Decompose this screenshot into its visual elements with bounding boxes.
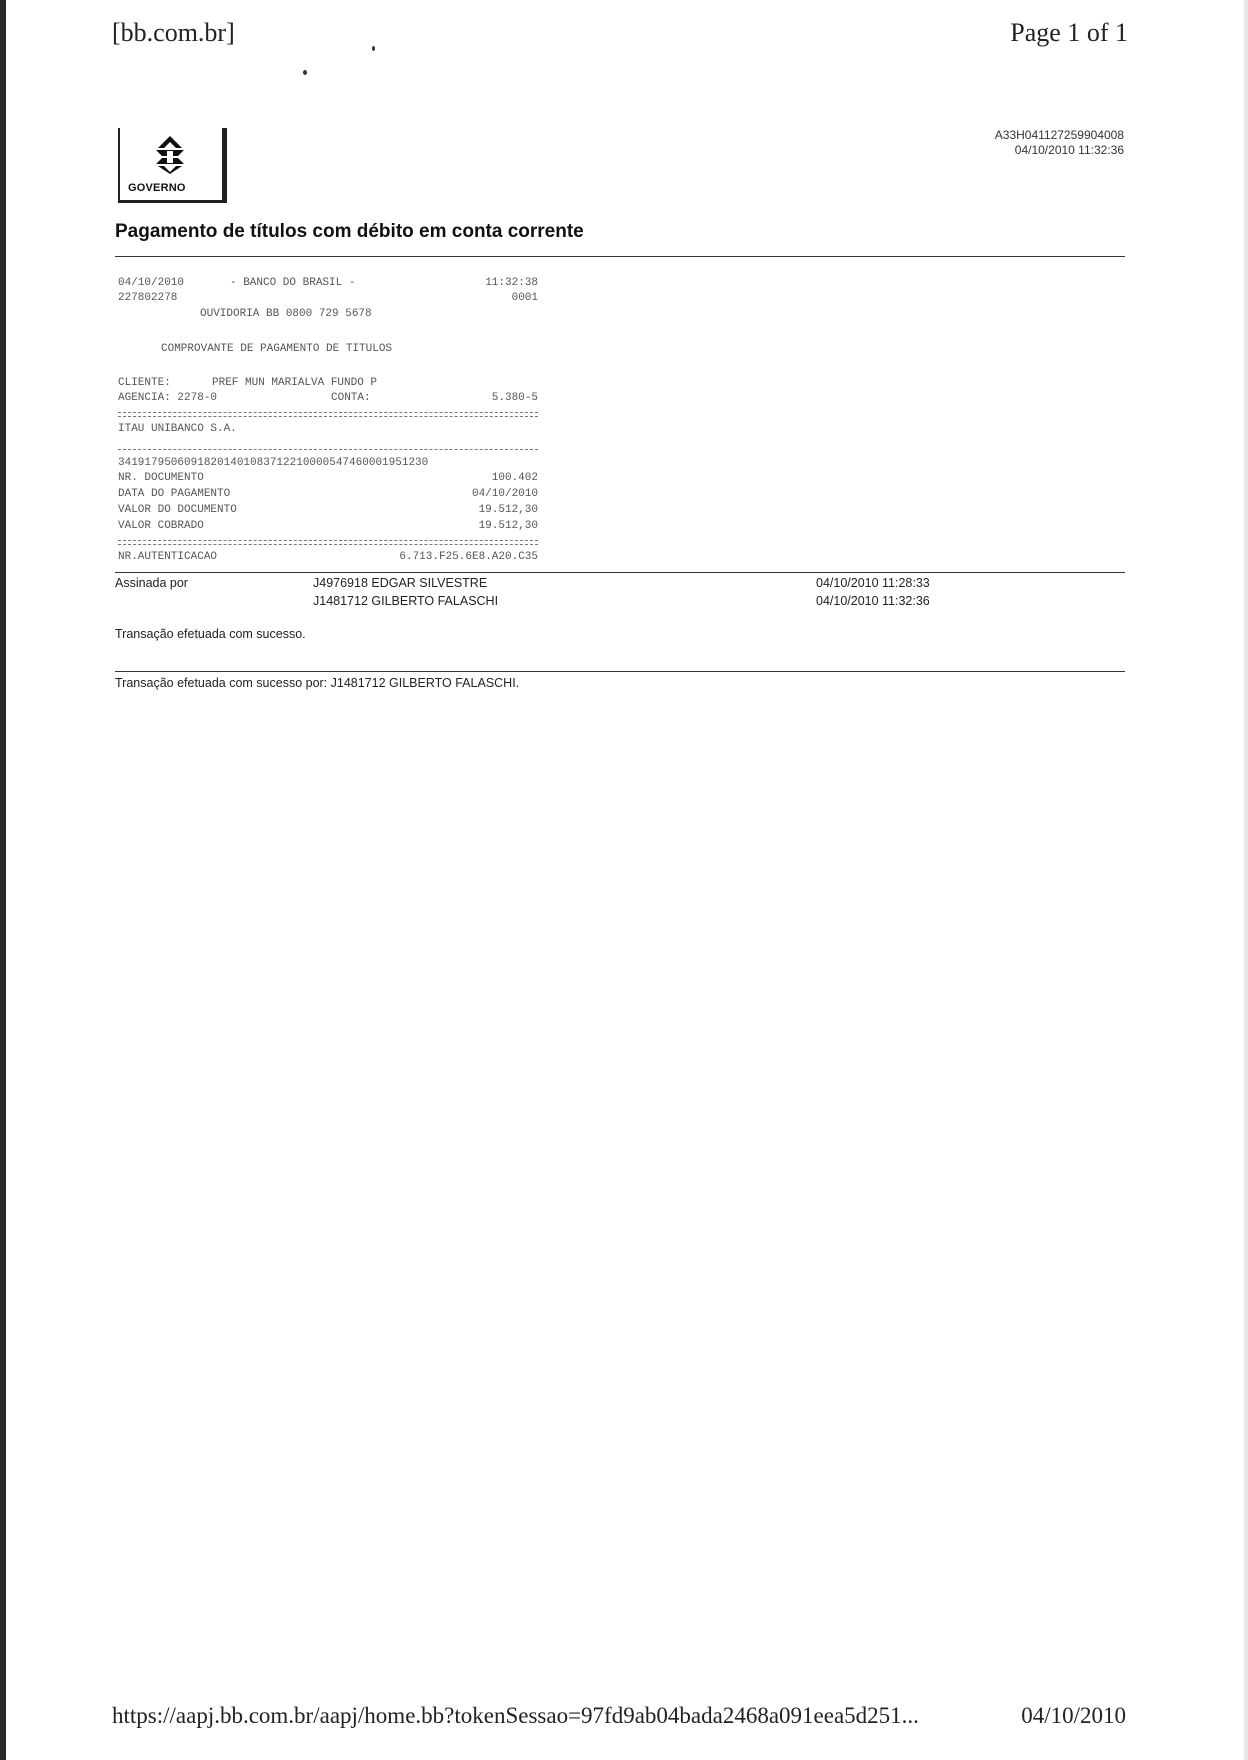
scan-speck [372, 46, 375, 51]
receipt-terminal-line [118, 292, 538, 308]
footer-url: https://aapj.bb.com.br/aapj/home.bb?tokenSessao=97fd9ab04bada2468a091eea5d251... [112, 1703, 919, 1728]
status-message-by: Transação efetuada com sucesso por: J1481712 GILBERTO FALASCHI. [115, 676, 520, 690]
status-divider [115, 671, 1125, 672]
receipt-terminal: 227802278 [118, 292, 178, 304]
receipt-bank-header: - BANCO DO BRASIL - [230, 277, 356, 289]
receipt-header-line [118, 277, 538, 293]
signed-by-label: Assinada por [115, 576, 188, 590]
receipt-auth-label: NR.AUTENTICACAO [118, 551, 218, 563]
receipt-row-value: 19.512,30 [478, 504, 538, 516]
receipt-row [118, 504, 538, 520]
receipt-row-label: DATA DO PAGAMENTO [118, 488, 231, 500]
transaction-id: A33H041127259904008 [994, 128, 1124, 142]
logo-label: GOVERNO [128, 182, 186, 194]
receipt-row [118, 472, 538, 488]
receipt-account-line [118, 392, 538, 408]
receipt-auth-code: 6.713.F25.6E8.A20.C35 [399, 551, 538, 563]
receipt-account-value: 5.380-5 [491, 392, 538, 404]
receipt-separator [118, 449, 538, 450]
browser-header-page-number: Page 1 of 1 [1010, 18, 1128, 47]
banco-do-brasil-logo-icon [150, 134, 190, 174]
receipt-barcode: 34191795060918201401083712210000547460001951230 [118, 457, 429, 469]
receipt-row-label: VALOR COBRADO [118, 520, 204, 532]
receipt-separator [118, 412, 538, 417]
scan-speck [303, 70, 307, 75]
receipt-row-value: 19.512,30 [478, 520, 538, 532]
receipt-client-value: PREF MUN MARIALVA FUNDO P [212, 377, 378, 389]
footer-date: 04/10/2010 [1021, 1703, 1126, 1728]
receipt-separator [118, 540, 538, 545]
scan-edge [1244, 0, 1248, 1760]
receipt-row-label: VALOR DO DOCUMENTO [118, 504, 237, 516]
signer-datetime: 04/10/2010 11:32:36 [816, 594, 930, 608]
signatures-divider [115, 572, 1125, 573]
receipt-sequence: 0001 [511, 292, 538, 304]
transaction-info [995, 128, 1124, 158]
receipt-account-label: CONTA: [331, 392, 371, 404]
page-title: Pagamento de títulos com débito em conta corrente [115, 221, 584, 242]
receipt-row-value: 100.402 [491, 472, 538, 484]
receipt-doc-title: COMPROVANTE DE PAGAMENTO DE TITULOS [161, 343, 393, 355]
receipt-row [118, 488, 538, 504]
receipt-client-label: CLIENTE: [118, 377, 171, 389]
bank-logo [118, 128, 227, 203]
receipt-beneficiary-bank: ITAU UNIBANCO S.A. [118, 423, 237, 435]
signer-datetime: 04/10/2010 11:28:33 [816, 576, 930, 590]
receipt-row-label: NR. DOCUMENTO [118, 472, 204, 484]
browser-header-site: [bb.com.br] [112, 18, 235, 47]
signer-name: J1481712 GILBERTO FALASCHI [313, 594, 499, 608]
receipt-agency: AGENCIA: 2278-0 [118, 392, 218, 404]
scan-edge [0, 0, 6, 1760]
signer-name: J4976918 EDGAR SILVESTRE [313, 576, 488, 590]
receipt-time: 11:32:38 [485, 277, 538, 289]
receipt-date: 04/10/2010 [118, 277, 185, 289]
receipt-auth-line [118, 551, 538, 567]
status-message: Transação efetuada com sucesso. [115, 627, 306, 641]
title-divider [115, 256, 1125, 257]
receipt-row-value: 04/10/2010 [471, 488, 538, 500]
transaction-datetime: 04/10/2010 11:32:36 [1014, 143, 1124, 157]
receipt-ouvidoria: OUVIDORIA BB 0800 729 5678 [200, 308, 372, 320]
receipt-row [118, 520, 538, 536]
receipt-client-line [118, 377, 538, 393]
